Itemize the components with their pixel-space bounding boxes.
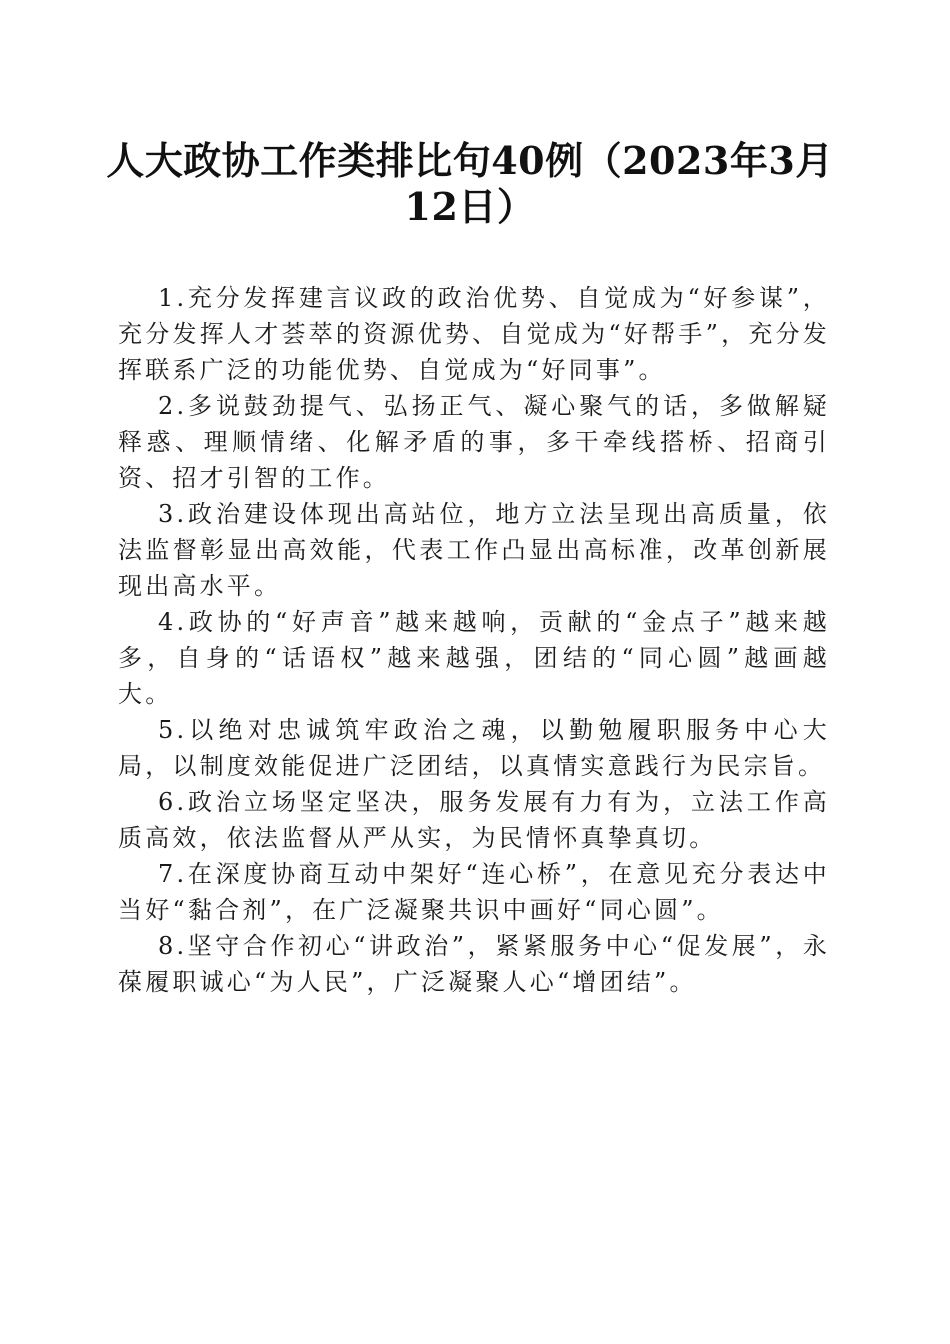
paragraph-8: 8.坚守合作初心“讲政治”，紧紧服务中心“促发展”，永葆履职诚心“为人民”，广泛凝聚人心“增团结”。	[118, 932, 830, 996]
paragraph-6: 6.政治立场坚定坚决，服务发展有力有为，立法工作高质高效，依法监督从严从实，为民情怀真挚真切。	[118, 788, 830, 852]
paragraph-1: 1.充分发挥建言议政的政治优势、自觉成为“好参谋”，充分发挥人才荟萃的资源优势、自觉成为“好帮手”，充分发挥联系广泛的功能优势、自觉成为“好同事”。	[118, 284, 830, 384]
paragraph-4: 4.政协的“好声音”越来越响，贡献的“金点子”越来越多，自身的“话语权”越来越强，团结的“同心圆”越画越大。	[118, 608, 830, 708]
document-title: 人大政协工作类排比句40例（2023年3月12日）	[106, 138, 834, 229]
paragraph-5: 5.以绝对忠诚筑牢政治之魂，以勤勉履职服务中心大局，以制度效能促进广泛团结，以真情实意践行为民宗旨。	[118, 716, 830, 780]
paragraph-3: 3.政治建设体现出高站位，地方立法呈现出高质量，依法监督彰显出高效能，代表工作凸显出高标准，改革创新展现出高水平。	[118, 500, 830, 600]
paragraph-7: 7.在深度协商互动中架好“连心桥”，在意见充分表达中当好“黏合剂”，在广泛凝聚共识中画好“同心圆”。	[118, 860, 830, 924]
paragraph-2: 2.多说鼓劲提气、弘扬正气、凝心聚气的话，多做解疑释惑、理顺情绪、化解矛盾的事，多干牵线搭桥、招商引资、招才引智的工作。	[118, 392, 830, 492]
document-body	[118, 280, 830, 1000]
